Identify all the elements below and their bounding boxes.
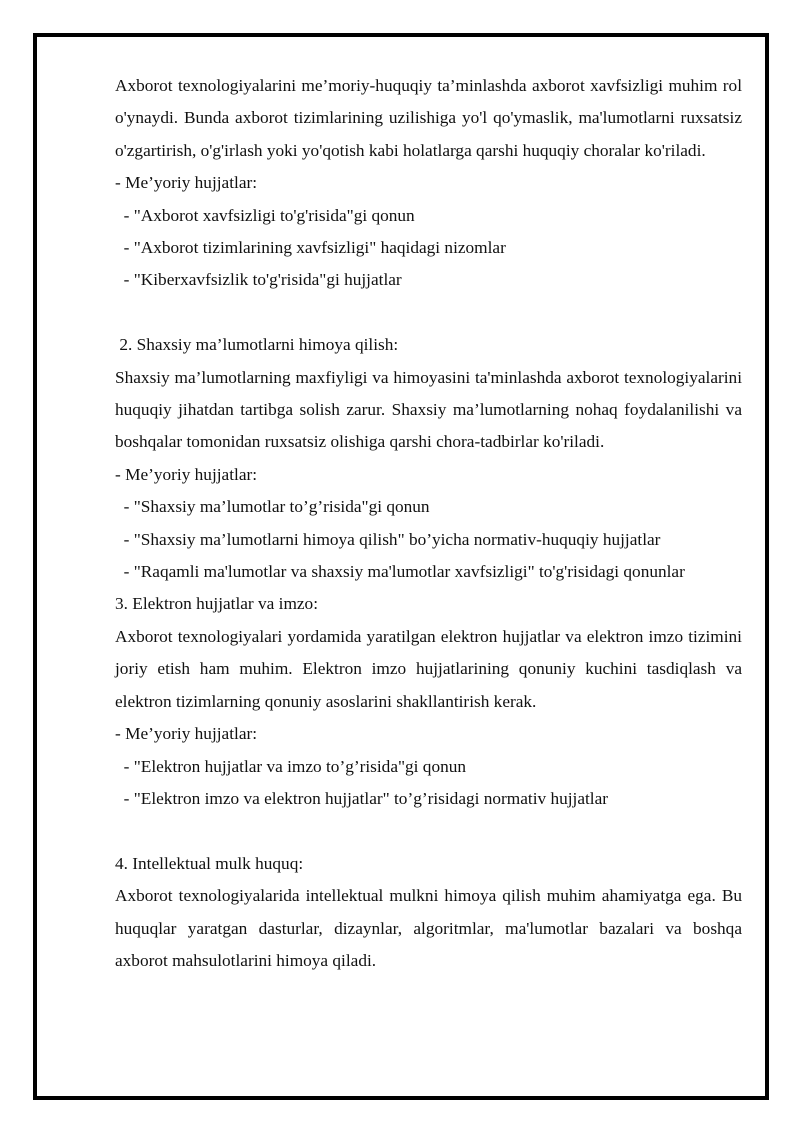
section-1-doc-item: - "Kiberxavfsizlik to'g'risida"gi hujjatlar: [115, 270, 402, 290]
section-2-doc-item: - "Shaxsiy ma’lumotlar to’g’risida"gi qonun: [115, 497, 430, 517]
section-2-doc-item: - "Shaxsiy ma’lumotlarni himoya qilish" bo’yicha normativ-huquqiy hujjatlar: [115, 529, 661, 549]
section-2-doc-item: - "Raqamli ma'lumotlar va shaxsiy ma'lumotlar xavfsizligi" to'g'risidagi qonunlar: [115, 562, 685, 582]
document-body: [115, 70, 742, 977]
blank-line: [115, 815, 742, 847]
section-2-heading: 2. Shaxsiy ma’lumotlarni himoya qilish:: [115, 335, 399, 355]
section-1-doc-item: - "Axborot xavfsizligi to'g'risida"gi qonun: [115, 205, 415, 225]
section-3-doc-item: - "Elektron imzo va elektron hujjatlar" to’g’risidagi normativ hujjatlar: [115, 788, 609, 808]
blank-line: [115, 297, 742, 329]
section-1-docs-heading: - Me’yoriy hujjatlar:: [115, 173, 258, 193]
section-3-heading: 3. Elektron hujjatlar va imzo:: [115, 594, 318, 614]
section-1-paragraph: Axborot texnologiyalarini me’moriy-huquqiy ta’minlashda axborot xavfsizligi muhim rol o'ynaydi. Bunda axborot tizimlarining uzilishiga yo'l qo'ymaslik, ma'lumotlarni ruxsatsiz o'zgartirish, o'g'irlash yoki yo'qotish kabi holatlarga qarshi huquqiy choralar ko'riladi.: [115, 76, 742, 160]
section-2-paragraph: Shaxsiy ma’lumotlarning maxfiyligi va himoyasini ta'minlashda axborot texnologiyalarini huquqiy jihatdan tartibga solish zarur. Shaxsiy ma’lumotlarning nohaq foydalanilishi va boshqalar tomonidan ruxsatsiz olishiga qarshi chora-tadbirlar ko'riladi.: [115, 367, 742, 452]
section-3-paragraph: Axborot texnologiyalari yordamida yaratilgan elektron hujjatlar va elektron imzo tizimini joriy etish ham muhim. Elektron imzo hujjatlarining qonuniy kuchini tasdiqlash va elektron tizimlarning qonuniy asoslarini shakllantirish kerak.: [115, 626, 742, 711]
section-4-paragraph: Axborot texnologiyalarida intellektual mulkni himoya qilish muhim ahamiyatga ega. Bu huquqlar yaratgan dasturlar, dizaynlar, algoritmlar, ma'lumotlar bazalari va boshqa axborot mahsulotlarini himoya qiladi.: [115, 886, 742, 970]
section-2-docs-heading: - Me’yoriy hujjatlar:: [115, 464, 258, 484]
section-3-docs-heading: - Me’yoriy hujjatlar:: [115, 724, 258, 744]
section-1-doc-item: - "Axborot tizimlarining xavfsizligi" haqidagi nizomlar: [115, 238, 506, 258]
section-4-heading: 4. Intellektual mulk huquq:: [115, 853, 304, 873]
section-3-doc-item: - "Elektron hujjatlar va imzo to’g’risida"gi qonun: [115, 756, 467, 776]
